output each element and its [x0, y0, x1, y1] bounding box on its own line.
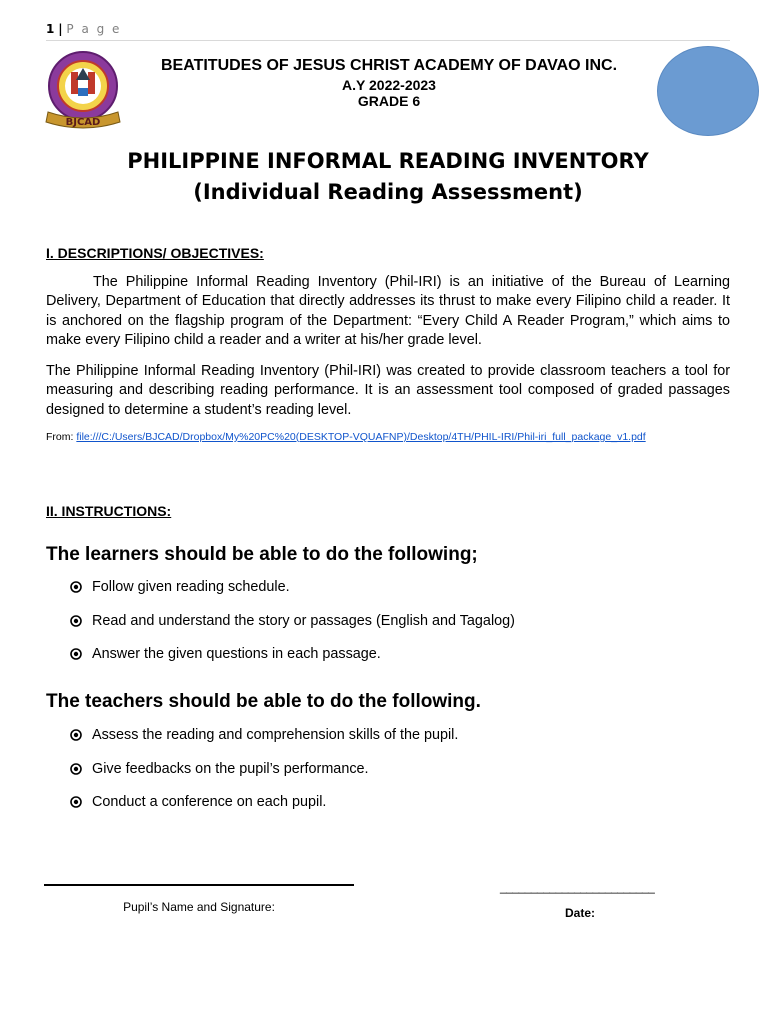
document-subtitle: (Individual Reading Assessment)	[193, 180, 583, 204]
source-link[interactable]: file:///C:/Users/BJCAD/Dropbox/My%20PC%20(DESKTOP-VQUAFNP)/Desktop/4TH/PHIL-IRI/Phil-iri_full_package_v1.pdf	[76, 431, 646, 443]
grade-level: GRADE 6	[357, 93, 421, 109]
school-logo	[42, 50, 126, 130]
target-bullet-icon	[70, 644, 92, 664]
list-item-text: Conduct a conference on each pupil.	[92, 794, 327, 810]
source-label: From:	[46, 431, 77, 443]
page-label: P a g e	[66, 22, 122, 36]
list-item-text: Follow given reading schedule.	[92, 579, 290, 595]
list-item	[70, 611, 515, 645]
description-paragraph-2: The Philippine Informal Reading Inventory (Phil-IRI) was created to provide classroom teachers a tool for measuring and describing reading performance. It is an assessment tool composed of graded passages designed to determine a student’s reading level.	[46, 363, 730, 418]
teachers-list	[70, 725, 458, 826]
target-bullet-icon	[70, 577, 92, 597]
list-item	[70, 725, 458, 759]
list-item	[70, 577, 515, 611]
list-item	[70, 644, 515, 678]
date-label: Date:	[565, 906, 596, 920]
description-paragraph-1: The Philippine Informal Reading Inventory (Phil-IRI) is an initiative of the Bureau of Learning Delivery, Department of Education that directly addresses its thrust to make every Filipino child a reader. It is anchored on the flagship program of the Department: “Every Child A Reader Program,” which aims to make every Filipino child a reader and a writer at his/her grade level.	[46, 274, 730, 348]
pupil-signature-label: Pupil’s Name and Signature:	[123, 900, 275, 914]
list-item-text: Answer the given questions in each passage.	[92, 646, 381, 662]
learners-list	[70, 577, 515, 678]
page-number: 1	[46, 22, 55, 36]
list-item-text: Read and understand the story or passages (English and Tagalog)	[92, 612, 515, 629]
pupil-signature-line[interactable]	[44, 884, 354, 886]
source-citation	[46, 431, 646, 443]
teachers-heading: The teachers should be able to do the following.	[46, 691, 481, 712]
document-title: PHILIPPINE INFORMAL READING INVENTORY	[127, 149, 649, 173]
academic-year: A.Y 2022-2023	[342, 77, 436, 93]
target-bullet-icon	[70, 725, 92, 745]
list-item	[70, 759, 458, 793]
learners-heading: The learners should be able to do the following;	[46, 544, 478, 565]
date-line[interactable]: _________________________	[500, 880, 655, 894]
section-instructions-heading: II. INSTRUCTIONS:	[46, 503, 172, 519]
target-bullet-icon	[70, 759, 92, 779]
page-separator: |	[58, 22, 63, 36]
list-item-text: Assess the reading and comprehension skills of the pupil.	[92, 727, 459, 743]
list-item	[70, 792, 458, 826]
list-item-text: Give feedbacks on the pupil’s performance.	[92, 760, 369, 777]
target-bullet-icon	[70, 792, 92, 812]
logo-text: BJCAD	[65, 117, 101, 128]
section-descriptions-heading: I. DESCRIPTIONS/ OBJECTIVES:	[46, 245, 264, 261]
blue-oval-shape	[657, 46, 759, 136]
header-divider	[46, 40, 730, 41]
school-name: BEATITUDES OF JESUS CHRIST ACADEMY OF DAVAO INC.	[160, 57, 618, 74]
target-bullet-icon	[70, 611, 92, 631]
page-header	[46, 22, 121, 36]
